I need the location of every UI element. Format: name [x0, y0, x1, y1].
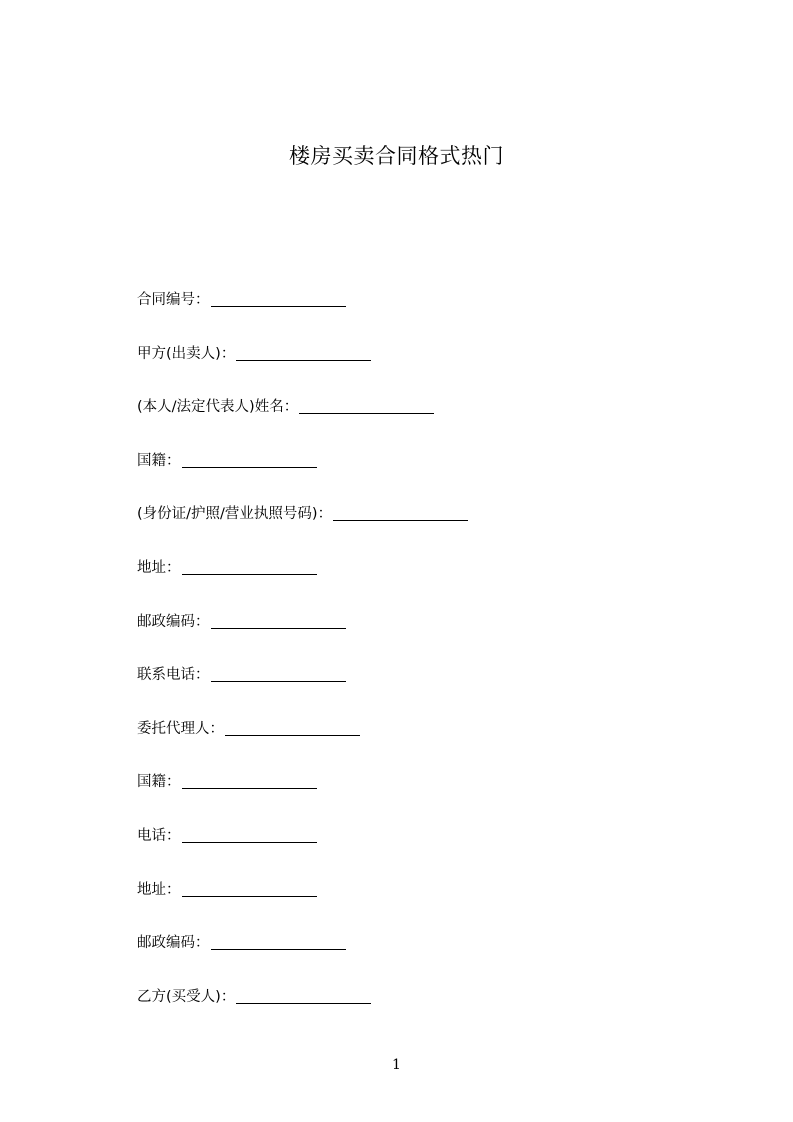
fill-in-blank [182, 445, 317, 468]
fill-in-blank [211, 927, 346, 950]
field-label: 电话： [137, 827, 181, 844]
fill-in-blank [182, 766, 317, 789]
fill-in-blank [182, 552, 317, 575]
fill-in-blank [299, 391, 434, 414]
field-seller-postcode [137, 606, 468, 660]
fill-in-blank [236, 338, 371, 361]
field-party-a-seller [137, 338, 468, 392]
field-party-b-buyer [137, 981, 468, 1035]
fill-in-blank [225, 713, 360, 736]
field-agent-address [137, 874, 468, 928]
field-label: 乙方(买受人)： [137, 988, 236, 1005]
document-title: 楼房买卖合同格式热门 [289, 144, 504, 168]
field-label: 联系电话： [137, 667, 210, 684]
fill-in-blank [211, 606, 346, 629]
field-label: 国籍： [137, 774, 181, 791]
field-agent [137, 713, 468, 767]
field-seller-name [137, 391, 468, 445]
fill-in-blank [211, 284, 346, 307]
fill-in-blank [236, 981, 371, 1004]
field-agent-phone [137, 820, 468, 874]
field-contract-number [137, 284, 468, 338]
page-number: 1 [392, 1057, 401, 1073]
field-seller-id-number [137, 498, 468, 552]
field-label: 地址： [137, 881, 181, 898]
field-agent-postcode [137, 927, 468, 981]
field-label: 邮政编码： [137, 613, 210, 630]
field-label: (身份证/护照/营业执照号码)： [137, 506, 333, 523]
contract-fields [137, 284, 468, 1034]
field-seller-nationality [137, 445, 468, 499]
fill-in-blank [333, 498, 468, 521]
field-seller-phone [137, 659, 468, 713]
field-label: 邮政编码： [137, 935, 210, 952]
field-label: 甲方(出卖人)： [137, 345, 236, 362]
field-label: (本人/法定代表人)姓名： [137, 399, 299, 416]
field-label: 地址： [137, 559, 181, 576]
field-label: 国籍： [137, 452, 181, 469]
field-seller-address [137, 552, 468, 606]
fill-in-blank [182, 820, 317, 843]
fill-in-blank [182, 874, 317, 897]
fill-in-blank [211, 659, 346, 682]
field-label: 合同编号： [137, 292, 210, 308]
field-agent-nationality [137, 766, 468, 820]
field-label: 委托代理人： [137, 720, 224, 737]
